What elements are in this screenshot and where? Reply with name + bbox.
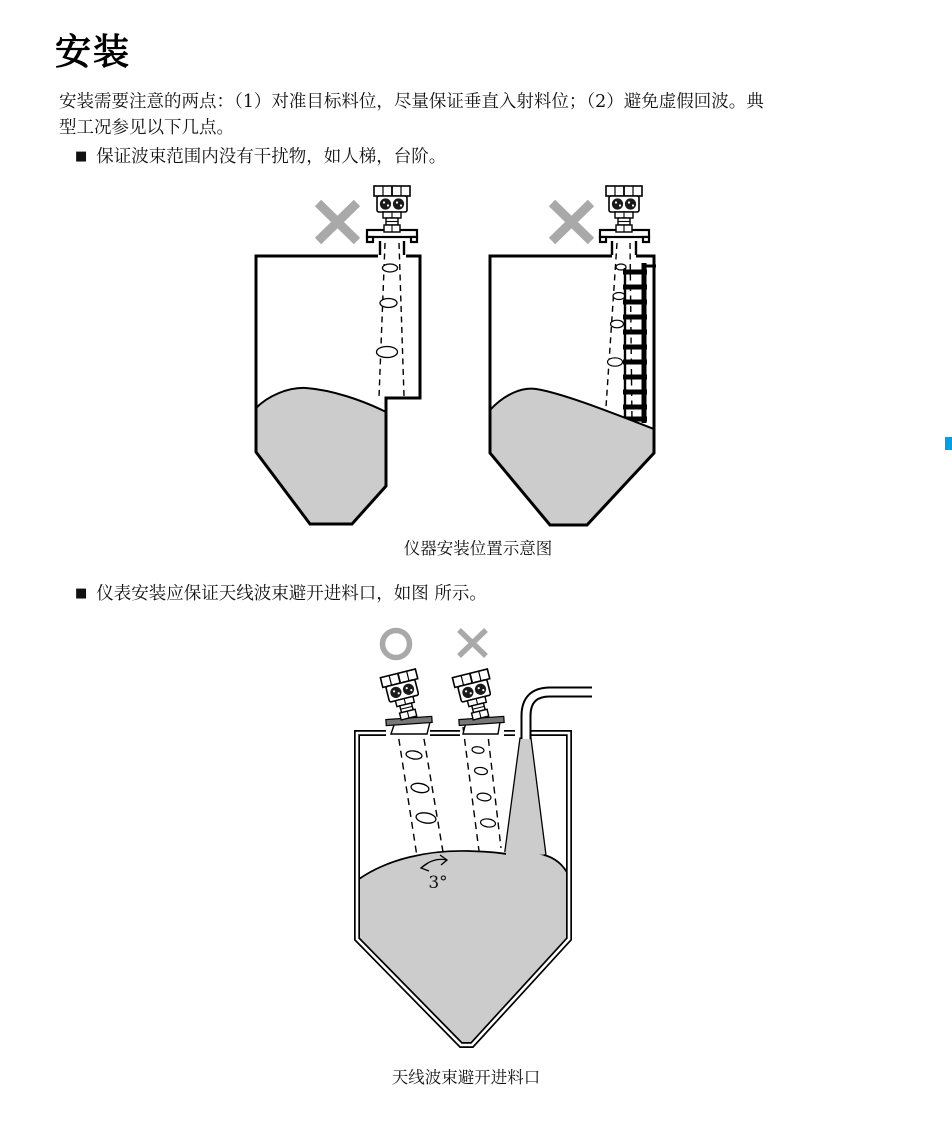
figure-caption: 仪器安装位置示意图	[403, 539, 553, 558]
silo-with-ladder	[490, 186, 656, 525]
intro-line-1: 安装需要注意的两点：（1）对准目标料位，尽量保证垂直入射料位；（2）避免虚假回波。典	[59, 92, 764, 112]
feed-stream	[504, 738, 546, 858]
radar-beam-correct	[397, 727, 444, 863]
ladder	[623, 263, 656, 423]
o-mark-icon	[383, 631, 410, 658]
bullet-text: 仪表安装应保证天线波束避开进料口，如图 所示。	[96, 584, 487, 604]
figure-caption: 天线波束避开进料口	[391, 1068, 541, 1087]
figure-feed-inlet	[330, 615, 620, 1095]
page-edge-blue-marker	[945, 437, 952, 450]
intro-line-2: 型工况参见以下几点。	[59, 117, 234, 138]
bullet-text: 保证波束范围内没有干扰物，如人梯，台阶。	[96, 147, 447, 167]
radar-beam-wrong	[463, 727, 501, 851]
radar-level-meter-correct	[380, 669, 426, 722]
silo-with-step	[256, 186, 420, 524]
mounting-nozzle	[380, 241, 404, 255]
radar-level-meter-wrong	[452, 669, 498, 722]
page-title: 安装	[55, 31, 132, 73]
bullet-square-icon: ■	[75, 586, 88, 601]
x-mark-icon	[318, 203, 357, 241]
beam-wavefronts	[377, 264, 398, 358]
angle-label: 3°	[428, 873, 448, 893]
material-fill	[359, 851, 569, 1043]
beam-wavefronts	[472, 746, 496, 828]
radar-level-meter	[374, 186, 410, 232]
radar-level-meter	[606, 186, 642, 232]
intro-paragraph	[59, 90, 909, 141]
bullet-item-feed-inlet	[75, 583, 487, 605]
mounting-nozzle	[612, 241, 636, 255]
x-mark-icon	[459, 630, 486, 656]
bullet-square-icon: ■	[75, 149, 88, 164]
x-mark-icon	[552, 203, 591, 241]
figure-installation-position	[240, 180, 720, 560]
bullet-item-interference	[75, 146, 446, 168]
material-fill	[256, 388, 386, 524]
